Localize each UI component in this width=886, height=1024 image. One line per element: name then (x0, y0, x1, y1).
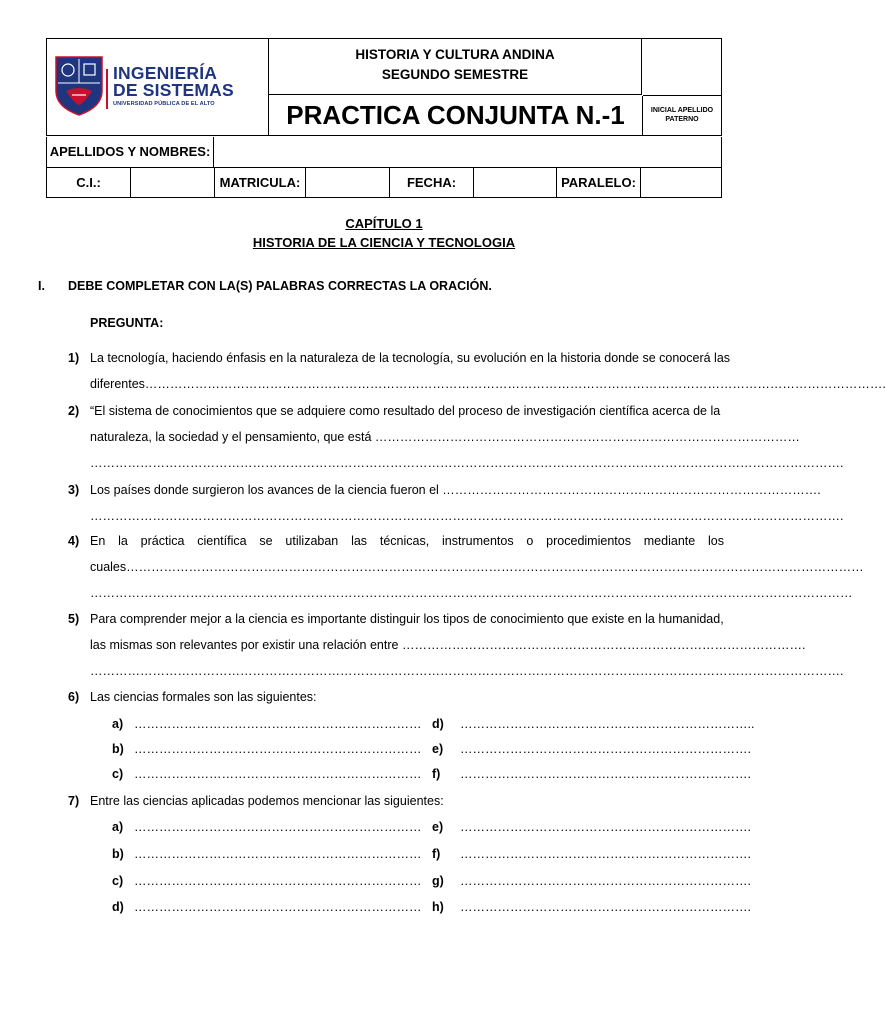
matricula-field (306, 168, 390, 197)
answer-blank[interactable]: cuales…………………………………………………………………………………………………………………………………………………………… (90, 560, 864, 574)
option-letter: f) (432, 767, 441, 781)
course-cell (269, 39, 642, 95)
question-2 (68, 398, 844, 476)
option-blank[interactable]: ……………………………………………………………. (460, 874, 751, 888)
question-number: 3) (68, 483, 80, 497)
logo-wordmark (113, 65, 265, 107)
option-blank[interactable]: …………………………………………………………… (134, 767, 422, 781)
question-5 (68, 606, 844, 684)
semester: SEGUNDO SEMESTRE (381, 67, 529, 82)
option-row[interactable] (432, 817, 751, 837)
option-letter: g) (432, 874, 444, 888)
option-row[interactable] (432, 897, 751, 917)
course-name: HISTORIA Y CULTURA ANDINA (355, 47, 555, 62)
option-blank[interactable]: …………………………………………………………… (134, 847, 422, 861)
ci-field (131, 168, 215, 197)
option-blank[interactable]: ……………………………………………………………. (460, 820, 751, 834)
option-blank[interactable]: …………………………………………………………… (134, 900, 422, 914)
answer-blank[interactable]: ………………………………………………………………………………………………………………………………………………………………… (90, 586, 853, 600)
question-4 (68, 528, 864, 606)
logo-line1: INGENIERÍA (113, 63, 218, 83)
question-number: 4) (68, 534, 80, 548)
option-blank[interactable]: ……………………………………………………………. (460, 742, 751, 756)
option-letter: c) (112, 767, 124, 781)
option-row[interactable] (112, 817, 422, 837)
paralelo-label: PARALELO: (557, 168, 641, 197)
option-row[interactable] (432, 871, 751, 891)
student-details-row (46, 168, 722, 198)
logo-line3: UNIVERSIDAD PÚBLICA DE EL ALTO (113, 101, 215, 107)
exam-title: PRACTICA CONJUNTA N.-1 (269, 96, 643, 135)
option-row[interactable] (112, 714, 422, 734)
section-heading (38, 279, 492, 293)
question-number: 1) (68, 351, 80, 365)
answer-blank[interactable]: ………………………………………………………………………………………………………………………………………………………………. (90, 509, 844, 523)
option-row[interactable] (112, 739, 422, 759)
question-text: En la práctica científica se utilizaban las técnicas, instrumentos o procedimientos mediante los (90, 534, 724, 548)
option-blank[interactable]: ……………………………………………………………. (460, 847, 751, 861)
section-numeral: I. (38, 279, 45, 293)
option-blank[interactable]: ……………………………………………………………. (460, 767, 751, 781)
section-title: DEBE COMPLETAR CON LA(S) PALABRAS CORRECTAS LA ORACIÓN. (68, 279, 492, 293)
option-row[interactable] (432, 739, 751, 759)
inicial-apellido-label: INICIAL APELLIDO PATERNO (650, 107, 714, 123)
option-letter: h) (432, 900, 444, 914)
option-letter: c) (112, 874, 124, 888)
question-text: Entre las ciencias aplicadas podemos mencionar las siguientes: (90, 794, 444, 808)
fecha-label: FECHA: (390, 168, 474, 197)
option-row[interactable] (112, 897, 422, 917)
ci-label: C.I.: (47, 168, 131, 197)
option-row[interactable] (112, 871, 422, 891)
question-1 (68, 345, 886, 397)
question-text: “El sistema de conocimientos que se adquiere como resultado del proceso de investigación científica acerca de la (90, 404, 721, 418)
question-number: 2) (68, 404, 80, 418)
option-row[interactable] (112, 764, 422, 784)
matricula-label: MATRICULA: (215, 168, 306, 197)
question-text: La tecnología, haciendo énfasis en la naturaleza de la tecnología, su evolución en la historia donde se conocerá las (90, 351, 731, 365)
university-shield-icon (54, 55, 104, 117)
pregunta-label: PREGUNTA: (90, 316, 164, 330)
question-6 (68, 684, 724, 710)
question-text: Para comprender mejor a la ciencia es importante distinguir los tipos de conocimiento que existe en la humanidad, (90, 612, 724, 626)
student-names-row (46, 137, 722, 168)
corner-empty-cell (643, 39, 721, 96)
logo-cell (47, 39, 269, 135)
chapter-title: HISTORIA DE LA CIENCIA Y TECNOLOGIA (252, 235, 516, 250)
option-blank[interactable]: …………………………………………………………… (134, 820, 422, 834)
question-3 (68, 477, 844, 529)
option-letter: b) (112, 847, 124, 861)
option-blank[interactable]: …………………………………………………………… (134, 874, 422, 888)
option-row[interactable] (432, 714, 754, 734)
chapter-number: CAPÍTULO 1 (345, 216, 423, 231)
option-letter: a) (112, 820, 124, 834)
option-letter: e) (432, 820, 444, 834)
option-blank[interactable]: …………………………………………………………… (134, 717, 422, 731)
option-letter: e) (432, 742, 444, 756)
option-row[interactable] (112, 844, 422, 864)
question-text-cont[interactable]: las mismas son relevantes por existir una relación entre ……………………………………………………………………………………. (90, 638, 806, 652)
logo-divider (106, 69, 108, 109)
option-letter: f) (432, 847, 441, 861)
option-letter: b) (112, 742, 124, 756)
question-7 (68, 788, 724, 814)
question-number: 5) (68, 612, 80, 626)
option-letter: a) (112, 717, 124, 731)
option-blank[interactable]: …………………………………………………………….. (460, 717, 755, 731)
option-letter: d) (112, 900, 124, 914)
question-number: 7) (68, 794, 80, 808)
option-blank[interactable]: …………………………………………………………… (134, 742, 422, 756)
answer-blank[interactable]: ………………………………………………………………………………………………………………………………………………………………. (90, 664, 844, 678)
option-row[interactable] (432, 764, 751, 784)
names-label: APELLIDOS Y NOMBRES: (47, 137, 214, 167)
fecha-field (474, 168, 557, 197)
option-row[interactable] (432, 844, 751, 864)
header-table (46, 38, 722, 136)
answer-blank[interactable]: naturaleza, la sociedad y el pensamiento, que está ………………………………………………………………………………………… (90, 430, 800, 444)
question-text[interactable]: Los países donde surgieron los avances de la ciencia fueron el ………………………………………………………………………………. (90, 483, 821, 497)
answer-blank[interactable]: diferentes……………………………………………………………………………………………………………………………………………………………. (90, 377, 886, 391)
option-blank[interactable]: ……………………………………………………………. (460, 900, 751, 914)
question-number: 6) (68, 690, 80, 704)
logo-line2: DE SISTEMAS (113, 80, 234, 100)
answer-blank[interactable]: ………………………………………………………………………………………………………………………………………………………………. (90, 456, 844, 470)
option-letter: d) (432, 717, 444, 731)
question-text: Las ciencias formales son las siguientes: (90, 690, 317, 704)
